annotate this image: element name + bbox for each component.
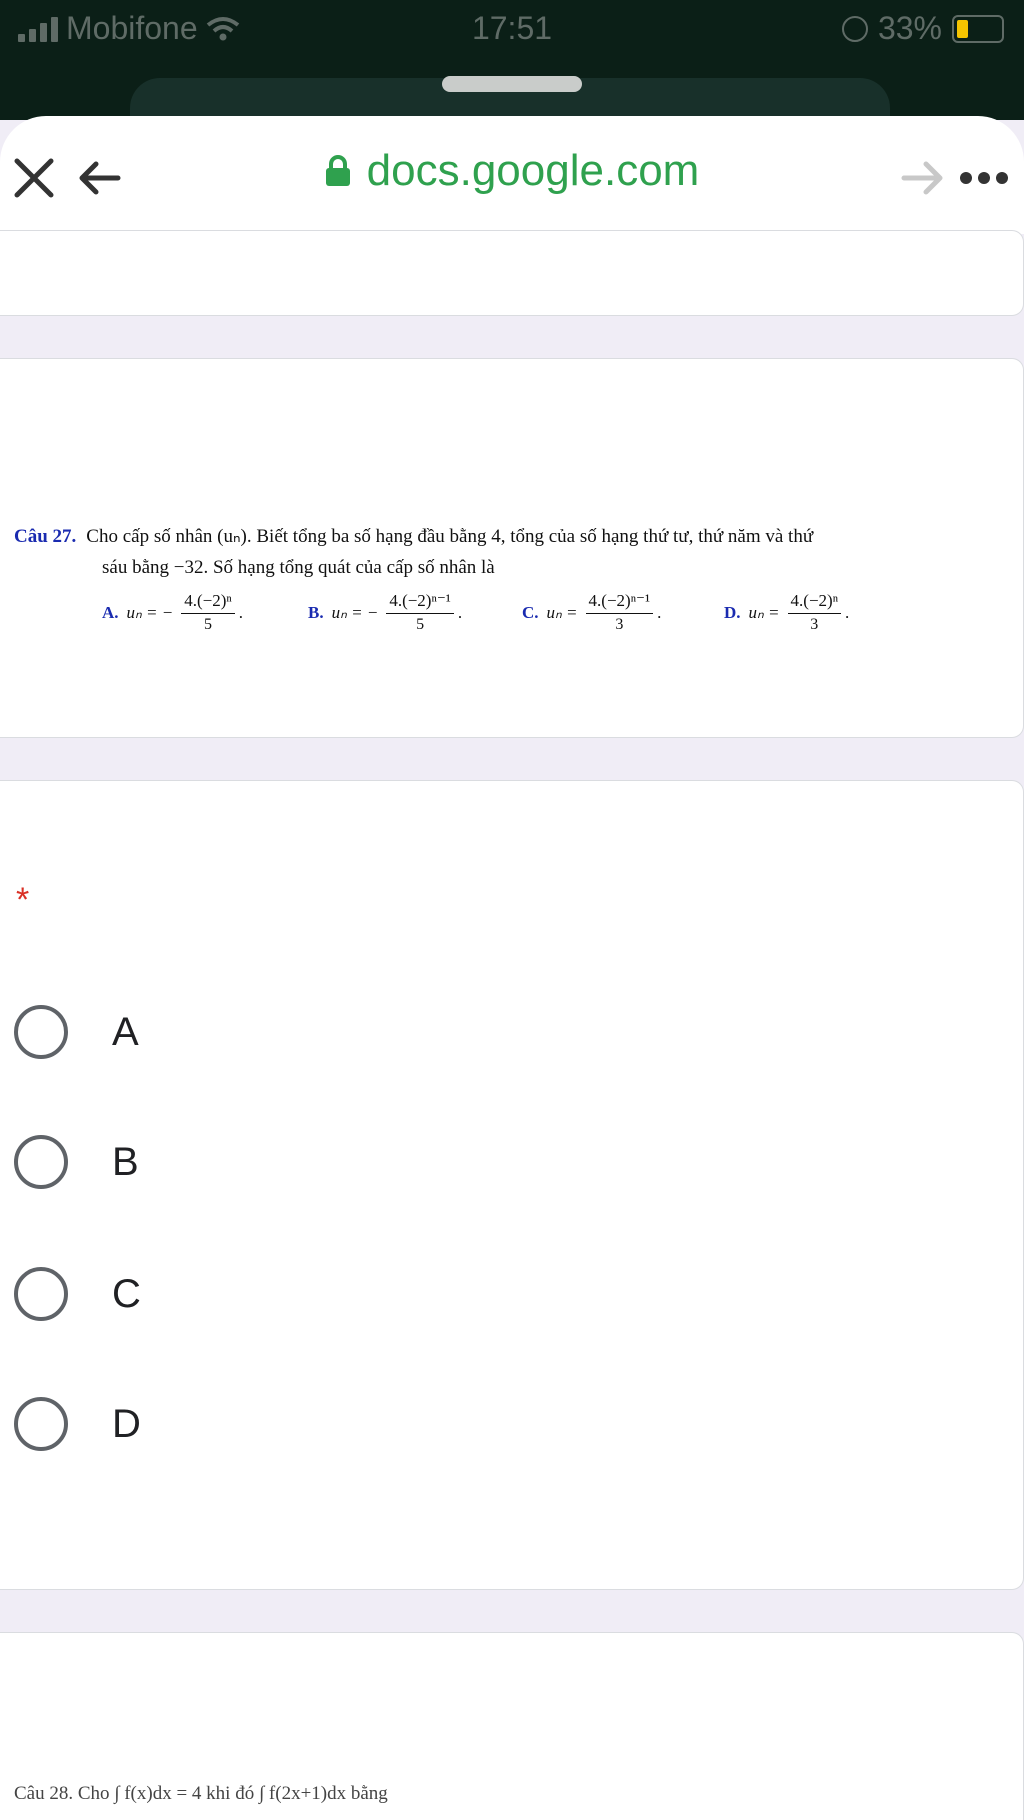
answer-choice-d: D. uₙ = $\frac{\text{4.(−2)ⁿ}}{3}$ . [724, 591, 850, 633]
option-label: C [112, 1271, 141, 1316]
sheet-grabber[interactable] [442, 76, 582, 92]
next-question-text: Câu 28. Cho ∫ f(x)dx = 4 khi đó ∫ f(2x+1)dx bằng [14, 1783, 388, 1804]
answer-choice-a: A. uₙ = − $\frac{\text{4.(−2)ⁿ}}{5}$ . [102, 591, 244, 633]
carrier-name: Mobifone [66, 10, 198, 46]
status-right [842, 10, 1004, 47]
address-bar[interactable] [0, 146, 1024, 196]
required-marker: * [16, 881, 30, 919]
option-c[interactable] [14, 1259, 141, 1329]
forward-arrow-icon[interactable] [900, 156, 948, 200]
status-bar [0, 0, 1024, 120]
option-label: D [112, 1401, 141, 1446]
radio-button[interactable] [14, 1267, 68, 1321]
next-question-card [0, 1632, 1024, 1820]
radio-button[interactable] [14, 1005, 68, 1059]
rotation-lock-icon [842, 16, 868, 42]
option-a[interactable] [14, 997, 139, 1067]
response-card [0, 780, 1024, 1590]
option-d[interactable] [14, 1389, 141, 1459]
option-b[interactable] [14, 1127, 139, 1197]
option-label: A [112, 1009, 139, 1054]
answer-choices [102, 591, 1002, 651]
url-text: docs.google.com [366, 146, 700, 195]
lock-icon [325, 155, 351, 187]
form-body [0, 234, 1024, 1820]
question-card [0, 358, 1024, 738]
form-card-top [0, 230, 1024, 316]
more-icon[interactable] [960, 172, 1008, 184]
radio-button[interactable] [14, 1397, 68, 1451]
battery-icon [952, 15, 1004, 43]
battery-percent: 33% [877, 10, 942, 46]
browser-toolbar [0, 116, 1024, 236]
radio-button[interactable] [14, 1135, 68, 1189]
question-text-line2: sáu bằng −32. Số hạng tổng quát của cấp số nhân là [102, 557, 495, 578]
question-number: Câu 27. [14, 526, 77, 547]
option-label: B [112, 1139, 139, 1184]
browser-sheet [0, 116, 1024, 1820]
answer-choice-b: B. uₙ = − $\frac{\text{4.(−2)ⁿ⁻¹}}{5}$ . [308, 591, 463, 633]
question-text-line1: Cho cấp số nhân (uₙ). Biết tổng ba số hạng đầu bằng 4, tổng của số hạng thứ tư, thứ năm và thứ [86, 526, 814, 547]
answer-choice-c: C. uₙ = $\frac{\text{4.(−2)ⁿ⁻¹}}{3}$ . [522, 591, 662, 633]
clock: 17:51 [471, 10, 553, 46]
